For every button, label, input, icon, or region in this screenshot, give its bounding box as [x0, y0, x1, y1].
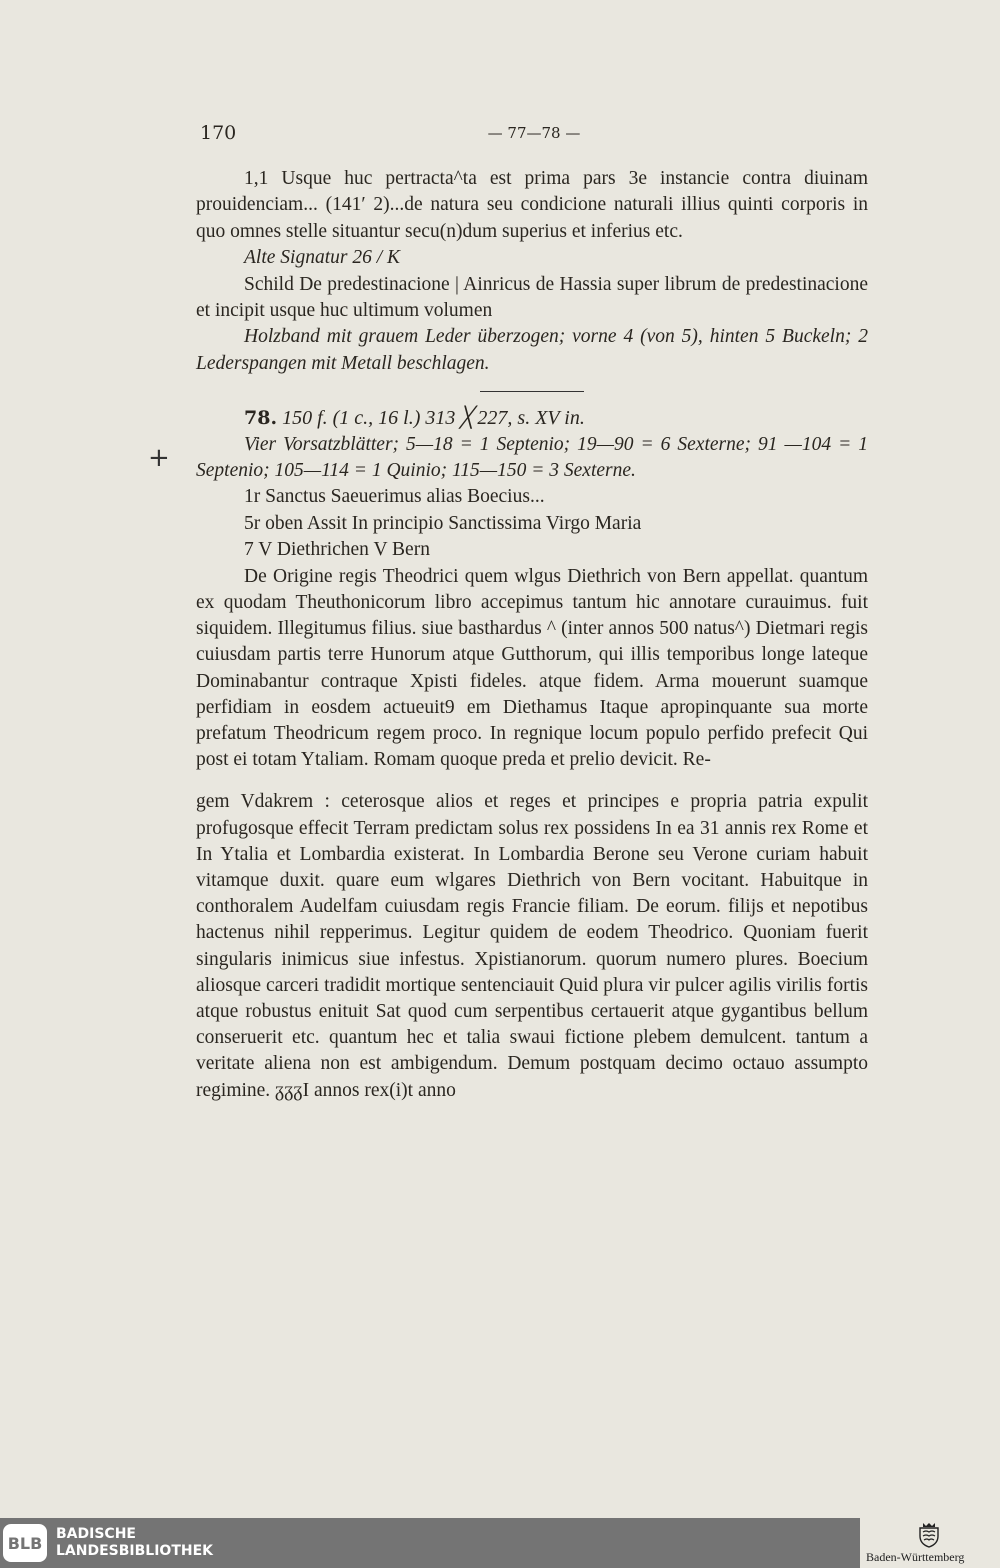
state-logo[interactable] — [860, 1518, 1000, 1568]
entry77-text: 1,1 Usque huc pertracta^ta est prima pars 3e instancie contra diuinam prouidenciam... (141′ 2)...de natura seu condicione naturali illius quinti corporis in quo omnes stelle situantur secu(n)dum superius et inferius etc. — [196, 168, 868, 242]
running-head: — 77—78 — — [487, 124, 581, 142]
state-label: Baden-Württemberg — [866, 1550, 965, 1564]
entry78-collation: Vier Vorsatzblätter; 5—18 = 1 Septenio; 19—90 = 6 Sexterne; 91 —104 = 1 Septenio; 105—114 = 1 Quinio; 115—150 = 3 Sexterne. — [196, 433, 868, 482]
entry78-line2: 5r oben Assit In principio Sanctissima Virgo Maria — [244, 512, 642, 534]
footer-bar — [0, 1518, 1000, 1568]
section-divider — [480, 391, 584, 392]
margin-plus-mark: + — [148, 443, 170, 473]
library-name-line1: BADISCHE — [56, 1526, 136, 1542]
entry77-binding: Holzband mit grauem Leder überzogen; vorne 4 (von 5), hinten 5 Buckeln; 2 Lederspangen mit Metall beschlagen. — [196, 326, 868, 374]
page-header — [200, 122, 868, 150]
entry78-main-text-b: gem Vdakrem : ceterosque alios et reges et principes e propria patria expulit profugosque effecit Terram predictam solus rex possidens In ea 31 annis rex Rome et In Ytalia et Lombardia existerat. In Lombardia Berone seu Verone curiam habuit vitamque duxit. quare eum wlgares Diethrich von Bern vocitant. Habuitque in conthoralem Audelfam cuiusdam regis Francie filiam. De eorum. filijs et nepotibus hactenus nihil repperimus. Legitur quidem de eodem Theodrico. Quoniam fuerit singularis inimicus siue infestus. Xpistianorum. quorum numero plures. Boecium aliosque carceri tradidit mortique sentenciauit Quid plura vir pulcer agilis virilis fortis atque robustus enituit Sat quod cum serpentibus certauerit atque gygantibus bellum conseruerit etc. quantum hec et talia swaui fictione plebem demulcent. tantum a veritate aliena non est ambigendum. Demum postquam decimo octauo assumpto regimine. ᵹᵹᵹI annos rex(i)t anno — [196, 791, 868, 1101]
entry77-signatur: Alte Signatur 26 / K — [244, 247, 400, 269]
entry78-main-text-a: De Origine regis Theodrici quem wlgus Diethrich von Bern appellat. quantum ex quodam Theuthonicorum libro accepimus tantum hic annotare curauimus. fuit siquidem. Illegitumus filius. siue basthardus ^ (inter annos 500 natus^) Dietmari regis cuiusdam partis terre Hunorum atque Gutthorum, qui illis temporibus longe lateque Dominabantur contraque Xpisti fideles. atque fidem. Arma mouerunt suamque perfidiam in eosdem actueuit9 em Diethamus Itaque apropinquante sua morte prefatum Theodricum regem proco. In regnique locum populo perfido prefecit Qui post ei totam Ytaliam. Romam quoque preda et prelio devicit. Re- — [196, 565, 868, 771]
entry78-heading — [196, 405, 868, 431]
coat-of-arms-icon — [918, 1522, 940, 1548]
library-name-line2: LANDESBIBLIOTHEK — [56, 1543, 214, 1559]
entry77-schild: Schild De predestinacione | Ainricus de Hassia super librum de predestinacione et incipit usque huc ultimum volumen — [196, 273, 868, 322]
blb-logo-icon[interactable]: BLB — [3, 1524, 47, 1562]
library-name[interactable] — [56, 1526, 213, 1560]
entry78-line3: 7 V Diethrichen V Bern — [244, 539, 430, 561]
superscript-gap — [196, 773, 868, 789]
text-body — [196, 166, 868, 1104]
entry78-description: 150 f. (1 c., 16 l.) 313 ╳ 227, s. XV in. — [282, 407, 585, 430]
entry78-number: 78. — [244, 407, 278, 430]
entry78-line1: 1r Sanctus Saeuerimus alias Boecius... — [244, 486, 545, 508]
page-number: 170 — [200, 122, 237, 144]
